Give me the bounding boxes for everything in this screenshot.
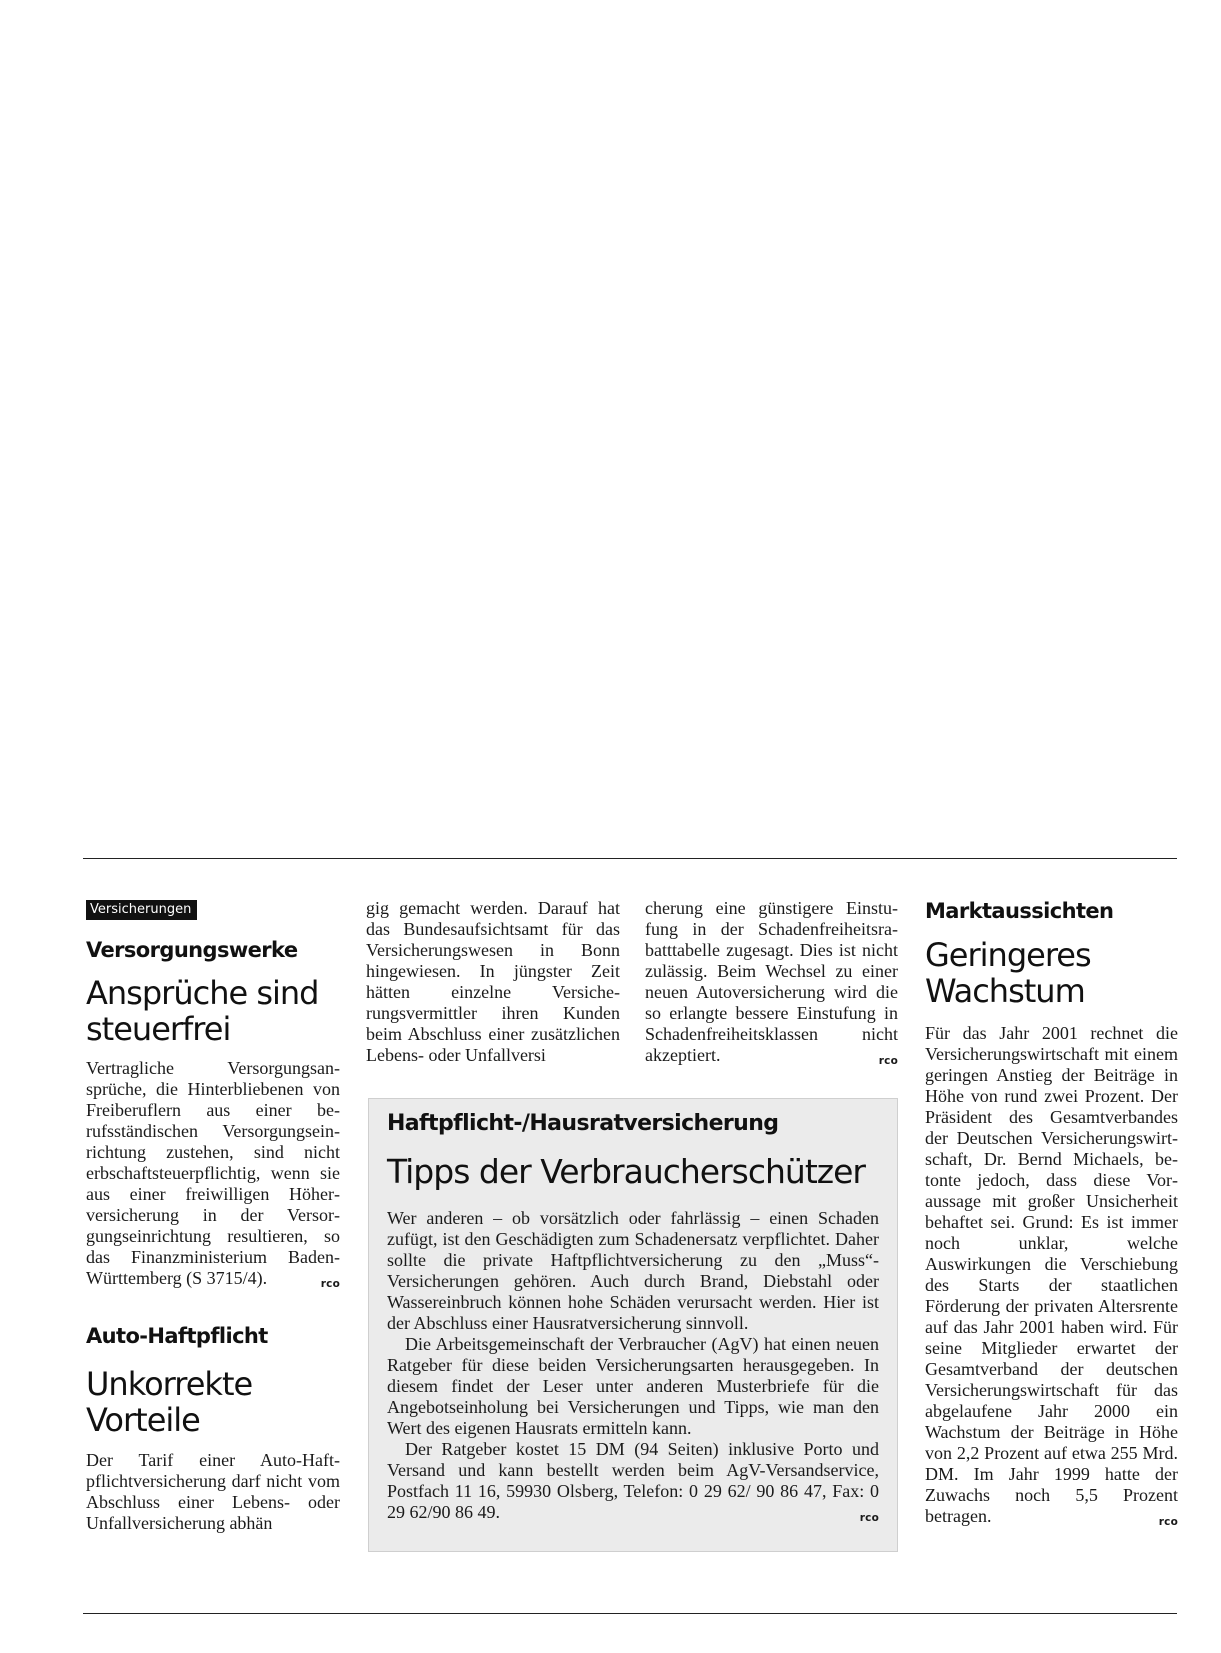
column-2 (366, 898, 620, 1066)
section-badge: Versicherungen (86, 900, 197, 920)
article-body-versorgungswerke (86, 1058, 340, 1289)
article-body-auto-haftpflicht-part2 (366, 898, 620, 1066)
body-text: gig gemacht werden. Darauf hat das Bundesaufsichtsamt für das Versicherungswesen in Bonn hingewiesen. In jüngster Zeit hätten einzelne Versicherungsvermittler ihren Kunden beim Abschluss einer zusätzlichen Lebens- oder Unfallversi (366, 898, 620, 1065)
column-1 (86, 900, 340, 1534)
bottom-rule (83, 1613, 1177, 1614)
author-signature: rco (859, 1512, 879, 1524)
article-headline-haftpflicht-hausrat: Tipps der Verbraucherschützer (387, 1152, 865, 1191)
body-text: Für das Jahr 2001 rechnet die Versicherungswirtschaft mit einem geringen Anstieg der Beiträge in Höhe von rund zwei Prozent. Der Präsident des Gesamtverbandes der Deutschen Versicherungswirtschaft, Dr. Bernd Michaels, betonte jedoch, dass diese Voraussage mit großer Unsicherheit behaftet sei. Grund: Es ist immer noch unklar, welche Auswirkungen die Verschiebung des Starts der staatlichen Förderung der privaten Altersrente auf das Jahr 2001 haben wird. Für seine Mitglieder erwartet der Gesamtverband der deutschen Versicherungswirtschaft für das abgelaufene Jahr 2000 ein Wachstum der Beiträge in Höhe von 2,2 Prozent auf etwa 255 Mrd. DM. Im Jahr 1999 hatte der Zuwachs noch 5,5 Prozent betragen. (925, 1023, 1178, 1526)
article-headline-auto-haftpflicht (86, 1366, 340, 1438)
headline-line: Geringeres (925, 936, 1091, 974)
article-kicker-marktaussichten: Marktaussichten (925, 899, 1114, 923)
article-body-auto-haftpflicht-part1 (86, 1450, 340, 1534)
headline-line: Ansprüche sind (86, 974, 319, 1012)
body-paragraph: Wer anderen – ob vorsätzlich oder fahrlässig – einen Schaden zufügt, ist den Geschädigten zum Schadenersatz verpflichtet. Daher sollte die private Haftpflichtversicherung zu den „Muss“-Versicherungen gehören. Auch durch Brand, Diebstahl oder Wassereinbruch können hohe Schäden verursacht werden. Hier ist der Abschluss einer Hausratversicherung sinnvoll. (387, 1208, 879, 1333)
body-paragraph: Der Ratgeber kostet 15 DM (94 Seiten) inklusive Porto und Versand und kann bestellt werden beim AgV-Versandservice, Postfach 11 16, 59930 Olsberg, Telefon: 0 29 62/ 90 86 47, Fax: 0 29 62/90 86 49. (387, 1439, 879, 1522)
headline-line: Unkorrekte (86, 1365, 253, 1403)
article-headline-versorgungswerke (86, 975, 340, 1047)
top-rule (83, 858, 1177, 859)
headline-line: steuerfrei (86, 1010, 231, 1048)
column-4 (925, 898, 1178, 1533)
body-paragraph: Die Arbeitsgemeinschaft der Verbraucher (AgV) hat einen neuen Ratgeber für diese beiden Versicherungsarten herausgegeben. In diesem findet der Leser unter anderen Musterbriefe für die Angebotseinholung bei Versicherungen und Tipps, wie man den Wert des eigenen Hausrats ermitteln kann. (387, 1334, 879, 1438)
article-body-auto-haftpflicht-part3 (645, 898, 898, 1066)
body-text: cherung eine günstigere Einstufung in der Schadenfreiheitsrabatttabelle zugesagt. Dies ist nicht zulässig. Beim Wechsel zu einer neuen Autoversicherung wird die so erlangte bessere Einstufung in Schadenfreiheitsklassen nicht akzeptiert. (645, 898, 898, 1065)
article-kicker-versorgungswerke: Versorgungswerke (86, 938, 298, 962)
author-signature: rco (878, 1055, 898, 1067)
highlight-box-haftpflicht-hausrat (368, 1098, 898, 1552)
body-text: Der Tarif einer Auto-Haftpflichtversicherung darf nicht vom Abschluss einer Lebens- oder Unfallversicherung abhän (86, 1450, 340, 1533)
author-signature: rco (1158, 1516, 1178, 1528)
column-3 (645, 898, 898, 1072)
headline-line: Wachstum (925, 972, 1085, 1010)
article-body-haftpflicht-hausrat (387, 1208, 879, 1523)
article-kicker-haftpflicht-hausrat: Haftpflicht-/Hausratversicherung (387, 1111, 779, 1136)
article-body-marktaussichten (925, 1023, 1178, 1527)
author-signature: rco (320, 1278, 340, 1290)
body-text: Vertragliche Versorgungsansprüche, die Hinterbliebenen von Freiberuflern aus einer berufsständischen Versorgungseinrichtung zustehen, sind nicht erbschaftsteuerpflichtig, wenn sie aus einer freiwilligen Höherversicherung in der Versorgungseinrichtung resultieren, so das Finanzministerium Baden-Württemberg (S 3715/4). (86, 1058, 340, 1288)
article-kicker-auto-haftpflicht: Auto-Haftpflicht (86, 1324, 268, 1348)
headline-line: Vorteile (86, 1401, 200, 1439)
article-headline-marktaussichten (925, 937, 1178, 1009)
